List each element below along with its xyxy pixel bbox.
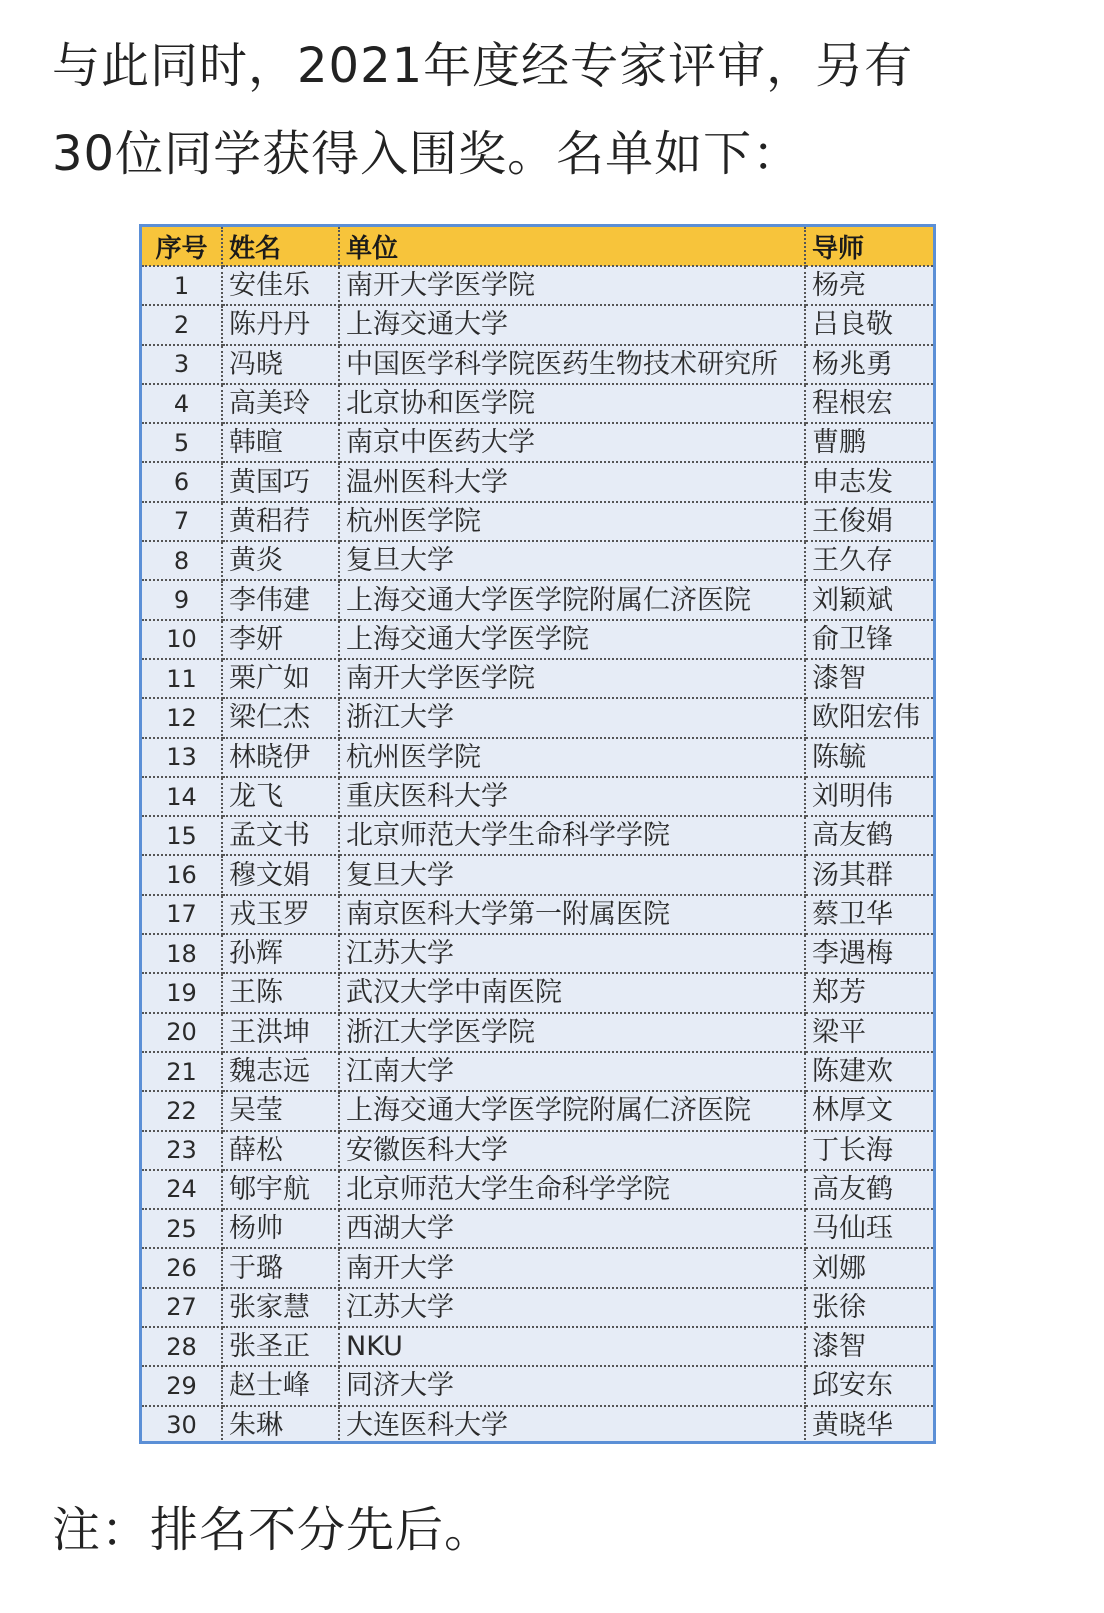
cell-unit: 江南大学	[339, 1052, 805, 1091]
note-text: 注：排名不分先后。	[52, 1502, 494, 1558]
cell-unit: 江苏大学	[339, 934, 805, 973]
table-row	[142, 816, 933, 855]
cell-no: 24	[142, 1170, 222, 1209]
table-row	[142, 934, 933, 973]
cell-unit: 南开大学	[339, 1248, 805, 1287]
cell-advisor: 蔡卫华	[805, 895, 933, 934]
cell-unit: 江苏大学	[339, 1288, 805, 1327]
cell-name: 郇宇航	[222, 1170, 339, 1209]
cell-unit: 北京协和医学院	[339, 384, 805, 423]
table-row	[142, 1288, 933, 1327]
cell-unit: 同济大学	[339, 1366, 805, 1405]
cell-unit: 杭州医学院	[339, 738, 805, 777]
cell-no: 22	[142, 1091, 222, 1130]
cell-advisor: 漆智	[805, 1327, 933, 1366]
cell-unit: 复旦大学	[339, 541, 805, 580]
table-row	[142, 1013, 933, 1052]
cell-name: 张家慧	[222, 1288, 339, 1327]
cell-no: 29	[142, 1366, 222, 1405]
cell-unit: 复旦大学	[339, 855, 805, 894]
table-row	[142, 777, 933, 816]
table-row	[142, 502, 933, 541]
cell-no: 7	[142, 502, 222, 541]
cell-no: 11	[142, 659, 222, 698]
cell-name: 黄炎	[222, 541, 339, 580]
cell-name: 杨帅	[222, 1209, 339, 1248]
cell-name: 王陈	[222, 973, 339, 1012]
cell-advisor: 漆智	[805, 659, 933, 698]
table-row	[142, 895, 933, 934]
cell-advisor: 杨兆勇	[805, 345, 933, 384]
cell-name: 李伟建	[222, 580, 339, 619]
cell-advisor: 汤其群	[805, 855, 933, 894]
cell-advisor: 曹鹏	[805, 423, 933, 462]
cell-no: 20	[142, 1013, 222, 1052]
table-row	[142, 738, 933, 777]
cell-no: 14	[142, 777, 222, 816]
cell-unit: 上海交通大学	[339, 305, 805, 344]
table-row	[142, 541, 933, 580]
header-no: 序号	[142, 227, 222, 266]
table-row	[142, 345, 933, 384]
table-body	[142, 266, 933, 1444]
table-row	[142, 1406, 933, 1444]
cell-unit: 上海交通大学医学院	[339, 620, 805, 659]
cell-no: 2	[142, 305, 222, 344]
cell-no: 1	[142, 266, 222, 305]
cell-no: 3	[142, 345, 222, 384]
cell-unit: 南京中医药大学	[339, 423, 805, 462]
table-row	[142, 659, 933, 698]
cell-no: 15	[142, 816, 222, 855]
cell-no: 27	[142, 1288, 222, 1327]
table-row	[142, 1170, 933, 1209]
cell-advisor: 陈建欢	[805, 1052, 933, 1091]
intro-line-1: 与此同时，2021年度经专家评审，另有	[52, 38, 914, 94]
cell-name: 朱琳	[222, 1406, 339, 1444]
cell-advisor: 程根宏	[805, 384, 933, 423]
cell-advisor: 刘明伟	[805, 777, 933, 816]
cell-unit: 南开大学医学院	[339, 266, 805, 305]
cell-advisor: 陈毓	[805, 738, 933, 777]
cell-unit: 南京医科大学第一附属医院	[339, 895, 805, 934]
cell-advisor: 马仙珏	[805, 1209, 933, 1248]
header-name: 姓名	[222, 227, 339, 266]
cell-no: 23	[142, 1131, 222, 1170]
cell-advisor: 高友鹤	[805, 1170, 933, 1209]
cell-unit: 中国医学科学院医药生物技术研究所	[339, 345, 805, 384]
cell-name: 张圣正	[222, 1327, 339, 1366]
cell-no: 12	[142, 698, 222, 737]
table-row	[142, 1052, 933, 1091]
cell-no: 4	[142, 384, 222, 423]
cell-unit: 西湖大学	[339, 1209, 805, 1248]
cell-no: 26	[142, 1248, 222, 1287]
cell-name: 高美玲	[222, 384, 339, 423]
cell-advisor: 王俊娟	[805, 502, 933, 541]
cell-no: 9	[142, 580, 222, 619]
intro-paragraph	[52, 22, 1062, 198]
cell-unit: 温州医科大学	[339, 462, 805, 501]
table-row	[142, 305, 933, 344]
cell-advisor: 邱安东	[805, 1366, 933, 1405]
table-row	[142, 266, 933, 305]
cell-no: 21	[142, 1052, 222, 1091]
cell-no: 28	[142, 1327, 222, 1366]
cell-unit: 南开大学医学院	[339, 659, 805, 698]
cell-advisor: 张徐	[805, 1288, 933, 1327]
table-row	[142, 1366, 933, 1405]
cell-name: 孙辉	[222, 934, 339, 973]
cell-advisor: 刘颖斌	[805, 580, 933, 619]
cell-name: 栗广如	[222, 659, 339, 698]
cell-unit: 上海交通大学医学院附属仁济医院	[339, 580, 805, 619]
cell-unit: 上海交通大学医学院附属仁济医院	[339, 1091, 805, 1130]
table-row	[142, 580, 933, 619]
cell-no: 13	[142, 738, 222, 777]
cell-name: 韩暄	[222, 423, 339, 462]
cell-advisor: 欧阳宏伟	[805, 698, 933, 737]
cell-unit: 浙江大学	[339, 698, 805, 737]
cell-no: 17	[142, 895, 222, 934]
cell-name: 薛松	[222, 1131, 339, 1170]
table-row	[142, 1248, 933, 1287]
table-header	[142, 227, 933, 266]
table-row	[142, 462, 933, 501]
cell-name: 赵士峰	[222, 1366, 339, 1405]
cell-unit: 北京师范大学生命科学学院	[339, 816, 805, 855]
cell-advisor: 吕良敬	[805, 305, 933, 344]
table-row	[142, 1209, 933, 1248]
cell-advisor: 李遇梅	[805, 934, 933, 973]
header-row	[142, 227, 933, 266]
cell-no: 8	[142, 541, 222, 580]
cell-name: 安佳乐	[222, 266, 339, 305]
cell-advisor: 杨亮	[805, 266, 933, 305]
cell-name: 陈丹丹	[222, 305, 339, 344]
table-row	[142, 855, 933, 894]
cell-advisor: 丁长海	[805, 1131, 933, 1170]
cell-no: 10	[142, 620, 222, 659]
cell-no: 5	[142, 423, 222, 462]
award-list-table	[142, 227, 933, 1444]
header-unit: 单位	[339, 227, 805, 266]
cell-name: 龙飞	[222, 777, 339, 816]
cell-advisor: 高友鹤	[805, 816, 933, 855]
cell-unit: 安徽医科大学	[339, 1131, 805, 1170]
header-advisor: 导师	[805, 227, 933, 266]
award-list-table-image	[139, 224, 936, 1444]
table-row	[142, 620, 933, 659]
cell-name: 黄稆荇	[222, 502, 339, 541]
cell-no: 19	[142, 973, 222, 1012]
table-row	[142, 698, 933, 737]
cell-advisor: 刘娜	[805, 1248, 933, 1287]
cell-name: 于璐	[222, 1248, 339, 1287]
cell-unit: 大连医科大学	[339, 1406, 805, 1444]
cell-name: 孟文书	[222, 816, 339, 855]
cell-name: 黄国巧	[222, 462, 339, 501]
cell-name: 林晓伊	[222, 738, 339, 777]
cell-unit: 重庆医科大学	[339, 777, 805, 816]
cell-advisor: 郑芳	[805, 973, 933, 1012]
cell-no: 30	[142, 1406, 222, 1444]
cell-name: 李妍	[222, 620, 339, 659]
table-row	[142, 1327, 933, 1366]
cell-name: 冯晓	[222, 345, 339, 384]
table-row	[142, 1131, 933, 1170]
cell-advisor: 俞卫锋	[805, 620, 933, 659]
cell-advisor: 申志发	[805, 462, 933, 501]
cell-advisor: 王久存	[805, 541, 933, 580]
cell-no: 18	[142, 934, 222, 973]
cell-name: 戎玉罗	[222, 895, 339, 934]
cell-unit: 武汉大学中南医院	[339, 973, 805, 1012]
cell-unit: 北京师范大学生命科学学院	[339, 1170, 805, 1209]
cell-no: 25	[142, 1209, 222, 1248]
cell-name: 王洪坤	[222, 1013, 339, 1052]
table-row	[142, 973, 933, 1012]
table-row	[142, 423, 933, 462]
cell-name: 魏志远	[222, 1052, 339, 1091]
cell-advisor: 黄晓华	[812, 1409, 893, 1441]
cell-name: 穆文娟	[222, 855, 339, 894]
intro-line-2: 30位同学获得入围奖。名单如下：	[52, 126, 802, 182]
cell-unit: 杭州医学院	[339, 502, 805, 541]
cell-name: 梁仁杰	[222, 698, 339, 737]
table-row	[142, 1091, 933, 1130]
table-row	[142, 384, 933, 423]
cell-no: 16	[142, 855, 222, 894]
cell-unit: 浙江大学医学院	[339, 1013, 805, 1052]
cell-advisor: 林厚文	[805, 1091, 933, 1130]
cell-advisor: 梁平	[805, 1013, 933, 1052]
cell-name: 吴莹	[222, 1091, 339, 1130]
cell-unit: NKU	[339, 1327, 805, 1366]
cell-no: 6	[142, 462, 222, 501]
